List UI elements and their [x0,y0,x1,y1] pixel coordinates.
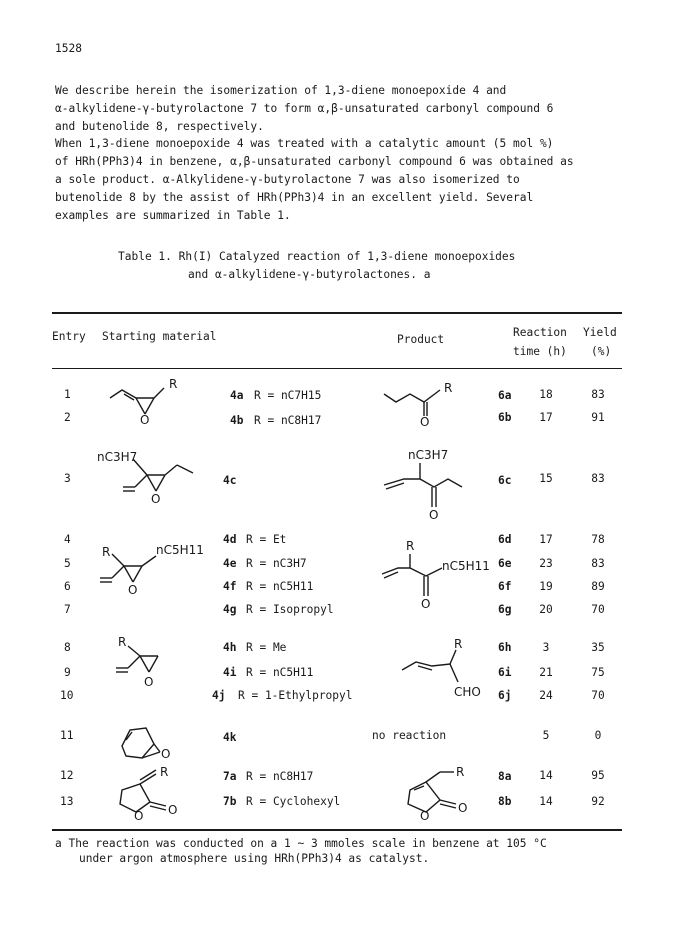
yield: 83 [591,472,605,485]
compound-label: 4f [223,580,237,593]
substituent: R = Isopropyl [246,603,334,616]
entry-number: 7 [64,603,71,616]
intro-line: α-alkylidene-γ-butyrolactone 7 to form α,β-unsaturated carbonyl compound 6 [55,101,554,115]
atom-r: R [454,637,463,651]
header-reaction-time-2: time (h) [513,345,567,358]
table-header-rule [52,368,622,369]
product-label: 6h [498,641,512,654]
substituent: R = nC8H17 [254,414,322,427]
compound-label: 4g [223,603,237,616]
atom-o: O [140,413,150,427]
substituent: R = Me [246,641,287,654]
reaction-time: 17 [539,533,553,546]
intro-line: We describe herein the isomerization of 1,3-diene monoepoxide 4 and [55,84,507,97]
table-top-rule [52,312,622,314]
structure-trisubstituted-epoxide [100,540,210,600]
product-label: 6a [498,389,512,402]
yield: 95 [591,769,605,782]
compound-label: 4b [230,414,244,427]
footnote-line1: a The reaction was conducted on a 1 ~ 3 mmoles scale in benzene at 105 °C [55,837,547,850]
atom-nc3h7: nC3H7 [97,450,138,464]
product-label: 6b [498,411,512,424]
substituent: R = Et [246,533,287,546]
reaction-time: 14 [539,795,553,808]
substituent: R = nC5H11 [246,580,314,593]
compound-label: 7b [223,795,237,808]
table-caption-line2: and α-alkylidene-γ-butyrolactones. a [188,268,431,281]
reaction-time: 18 [539,388,553,401]
compound-label: 7a [223,770,237,783]
header-product: Product [397,333,445,346]
structure-unsaturated-aldehyde [398,634,488,704]
substituent: R = nC7H15 [254,389,322,402]
structure-substituted-enone [380,538,500,613]
atom-r: R [169,377,178,391]
yield: 70 [591,689,605,702]
atom-nc5h11: nC5H11 [442,559,490,573]
structure-alkylidene-lactone [110,760,200,823]
compound-label: 4a [230,389,244,402]
intro-line: of HRh(PPh3)4 in benzene, α,β-unsaturated carbonyl compound 6 was obtained as [55,155,574,169]
entry-number: 12 [60,769,74,782]
yield: 75 [591,666,605,679]
reaction-time: 21 [539,666,553,679]
product-label: 6e [498,557,512,570]
substituent: R = 1-Ethylpropyl [238,689,353,702]
product-label: 8b [498,795,512,808]
product-label: 6c [498,474,512,487]
compound-label: 4i [223,666,237,679]
compound-label: 4c [223,474,237,487]
substituent: R = nC5H11 [246,666,314,679]
substituent: R = Cyclohexyl [246,795,341,808]
reaction-time: 15 [539,472,553,485]
reaction-time: 17 [539,411,553,424]
entry-number: 3 [64,472,71,485]
structure-enone [382,376,472,429]
yield: 91 [591,411,605,424]
atom-o: O [161,747,171,761]
reaction-time: 23 [539,557,553,570]
atom-o: O [458,801,468,815]
yield: 89 [591,580,605,593]
entry-number: 11 [60,729,74,742]
atom-r: R [102,545,111,559]
header-reaction-time-1: Reaction [513,326,567,339]
structure-disubstituted-epoxide [95,447,215,512]
product-label: 8a [498,770,512,783]
atom-r: R [406,539,415,553]
intro-line: butenolide 8 by the assist of HRh(PPh3)4 in an excellent yield. Several [55,190,534,204]
atom-r: R [118,635,127,649]
intro-line: examples are summarized in Table 1. [55,208,291,222]
intro-line: a sole product. α-Alkylidene-γ-butyrolactone 7 was also isomerized to [55,172,520,186]
compound-label: 4k [223,731,237,744]
entry-number: 13 [60,795,74,808]
atom-o: O [134,809,144,823]
yield: 35 [591,641,605,654]
header-entry: Entry [52,330,86,343]
reaction-time: 3 [542,641,550,654]
header-yield-1: Yield [583,326,617,339]
table-bottom-rule [52,829,622,831]
atom-nc3h7: nC3H7 [408,448,449,462]
reaction-time: 19 [539,580,553,593]
header-yield-2: (%) [591,345,612,358]
entry-number: 10 [60,689,74,702]
atom-o: O [420,415,430,429]
intro-line: and butenolide 8, respectively. [55,119,264,133]
compound-label: 4d [223,533,237,546]
compound-label: 4j [212,689,226,702]
entry-number: 9 [64,666,71,679]
entry-number: 2 [64,411,71,424]
atom-r: R [444,381,453,395]
atom-o: O [421,597,431,611]
structure-vinyl-epoxide-gem [108,630,188,695]
header-starting-material: Starting material [102,330,217,343]
structure-butenolide [400,760,490,823]
entry-number: 4 [64,533,71,546]
footnote-line2: under argon atmosphere using HRh(PPh3)4 as catalyst. [79,852,430,865]
yield: 70 [591,603,605,616]
yield: 78 [591,533,605,546]
atom-r: R [160,765,169,779]
atom-o: O [128,583,138,597]
table-caption-line1: Table 1. Rh(I) Catalyzed reaction of 1,3-diene monoepoxides [118,250,516,263]
reaction-time: 24 [539,689,553,702]
atom-nc5h11: nC5H11 [156,543,204,557]
product-label: no reaction [372,729,447,742]
atom-o: O [420,809,430,823]
atom-o: O [144,675,154,689]
yield: 83 [591,557,605,570]
entry-number: 6 [64,580,71,593]
yield: 0 [594,729,602,742]
reaction-time: 20 [539,603,553,616]
page-number: 1528 [55,42,82,55]
compound-label: 4e [223,557,237,570]
atom-o: O [429,508,439,522]
atom-o: O [168,803,178,817]
atom-cho: CHO [454,685,481,699]
product-label: 6d [498,533,512,546]
intro-line: When 1,3-diene monoepoxide 4 was treated with a catalytic amount (5 mol %) [55,137,554,151]
yield: 92 [591,795,605,808]
entry-number: 1 [64,388,71,401]
product-label: 6i [498,666,512,679]
product-label: 6f [498,580,512,593]
entry-number: 8 [64,641,71,654]
atom-r: R [456,765,465,779]
reaction-time: 14 [539,769,553,782]
intro-paragraph [55,82,635,224]
reaction-time: 5 [542,729,550,742]
compound-label: 4h [223,641,237,654]
entry-number: 5 [64,557,71,570]
substituent: R = nC3H7 [246,557,307,570]
yield: 83 [591,388,605,401]
structure-branched-enone [380,447,490,522]
substituent: R = nC8H17 [246,770,314,783]
product-label: 6g [498,603,512,616]
atom-o: O [151,492,161,506]
structure-vinyl-epoxide [108,376,198,426]
product-label: 6j [498,689,512,702]
